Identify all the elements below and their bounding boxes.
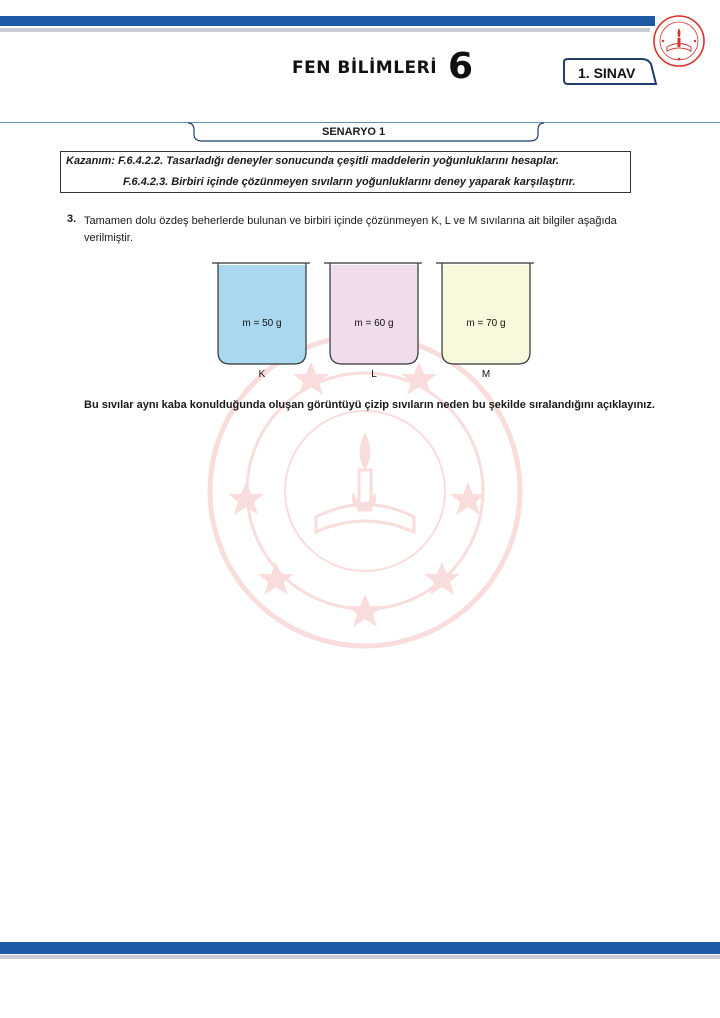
beaker-k-liquid bbox=[218, 265, 306, 364]
top-grey-bar bbox=[0, 28, 650, 32]
kazanim-line-1: Kazanım: F.6.4.2.2. Tasarladığı deneyler sonucunda çeşitli maddelerin yoğunluklarını hesaplar. bbox=[66, 155, 559, 167]
beaker-l-mass: m = 60 g bbox=[354, 318, 394, 329]
question-number: 3. bbox=[67, 213, 77, 225]
beaker-k-mass: m = 50 g bbox=[242, 318, 282, 329]
meb-seal-icon bbox=[652, 14, 706, 68]
beaker-l-label: L bbox=[371, 369, 377, 380]
beaker-diagram bbox=[210, 260, 540, 380]
scenario-label: SENARYO 1 bbox=[322, 126, 386, 138]
top-blue-bar bbox=[0, 16, 655, 26]
beaker-l-liquid bbox=[330, 265, 418, 364]
beaker-m-liquid bbox=[442, 265, 530, 364]
beaker-k bbox=[212, 263, 310, 380]
footer-grey-bar bbox=[0, 955, 720, 959]
beaker-k-label: K bbox=[258, 369, 266, 380]
exam-label: 1. SINAV bbox=[578, 65, 636, 81]
kazanim-line-2: F.6.4.2.3. Birbiri içinde çözünmeyen sıvıların yoğunluklarını deney yaparak karşılaştırır. bbox=[123, 176, 576, 188]
subject-title: FEN BİLİMLERİ bbox=[292, 58, 438, 78]
question-text: Tamamen dolu özdeş beherlerde bulunan ve birbiri içinde çözünmeyen K, L ve M sıvılarına ait bilgiler aşağıda verilmiştir. bbox=[84, 215, 617, 244]
grade-number: 6 bbox=[448, 46, 474, 87]
beaker-m-label: M bbox=[481, 369, 491, 380]
beaker-m-mass: m = 70 g bbox=[466, 318, 506, 329]
beaker-m bbox=[436, 263, 534, 380]
answer-prompt: Bu sıvılar aynı kaba konulduğunda oluşan görüntüyü çizip sıvıların neden bu şekilde sıralandığını açıklayınız. bbox=[84, 399, 655, 411]
footer-blue-bar bbox=[0, 942, 720, 954]
beaker-l bbox=[324, 263, 422, 380]
